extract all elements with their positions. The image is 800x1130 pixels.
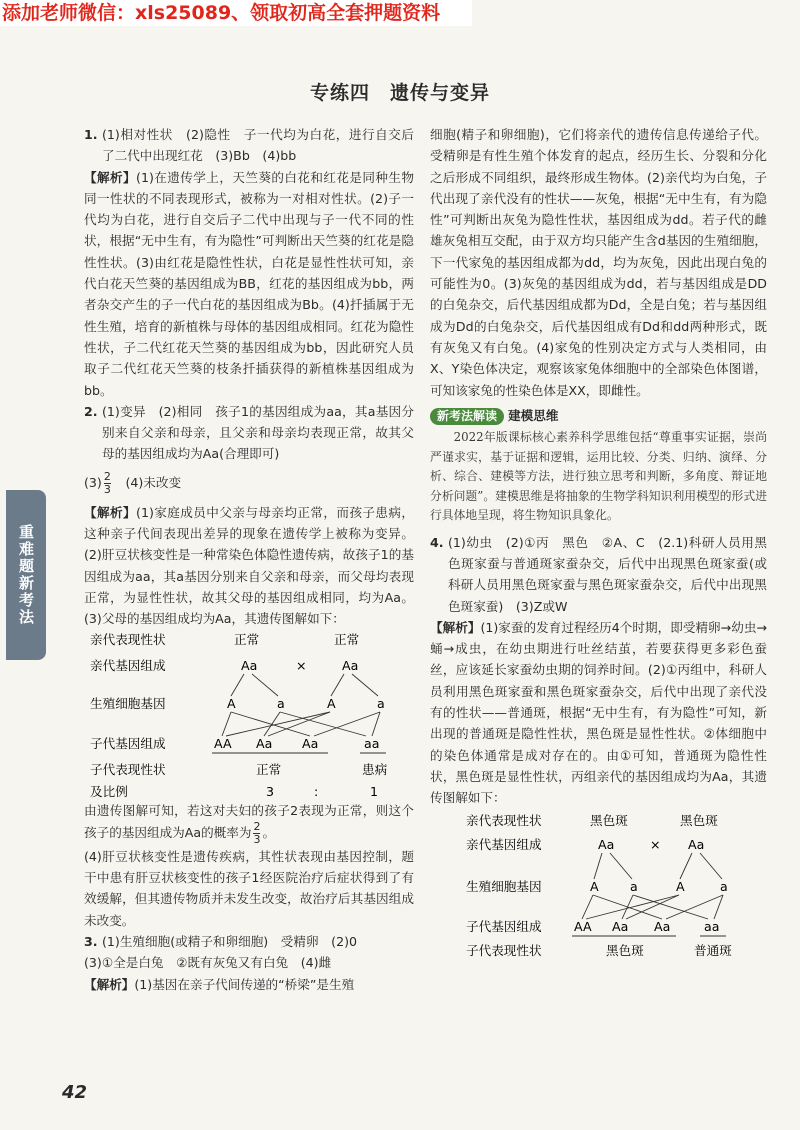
d2-label: 黑色斑 — [590, 812, 628, 828]
side-tab: 重难题新考法 — [6, 490, 46, 660]
d1-label: 正常 — [334, 631, 360, 647]
d2-label: Aa — [688, 836, 705, 852]
new-exam-header — [430, 405, 767, 426]
d1-label: a — [277, 695, 285, 711]
inheritance-diagram-2 — [430, 809, 767, 959]
fraction: $\frac{2}{3}$ — [103, 469, 111, 496]
d1-label: A — [327, 695, 336, 711]
d2-label: Aa — [654, 918, 671, 934]
q2-answer-b: (3) $\frac{2}{3}$ (4)未改变 — [84, 469, 182, 496]
d1-label: 正常 — [256, 761, 282, 777]
d1-label: 1 — [370, 783, 379, 799]
d1-row-label: 及比例 — [90, 783, 128, 799]
d2-row-label: 生殖细胞基因 — [466, 878, 542, 894]
q3-analysis: 【解析】(1)基因在亲子代间传递的“桥梁”是生殖 — [84, 976, 355, 992]
q3-answer-b: (3)①全是白兔 ②既有灰兔又有白兔 (4)雌 — [84, 955, 332, 971]
d1-label: Aa — [256, 735, 273, 751]
d2-label: AA — [574, 918, 592, 934]
d2-label: Aa — [598, 836, 615, 852]
d1-row-label: 子代基因组成 — [90, 735, 166, 751]
q1-analysis: 【解析】(1)在遗传学上，天竺葵的白花和红花是同种生物同一性状的不同表现形式，被称为一对相对性状。(2)子一代均为白花，进行自交后子二代中出现与子一代不同的性状，根据“无中生有，有为隐性”可判断出天竺葵的红花是隐性性状。(3)由红花是隐性性状，白花是显性性状可知，亲代白花天竺葵的基因组成为BB，红花的基因组成为bb，两者杂交产生的子一代白花的基因组成为Bb。(4)扦插属于无性生殖，培育的新植株与母体的基因组成相同。红花为隐性性状，子二代红花天竺葵的基因组成为bb，因此研究人员取子二代红花天竺葵的枝条扦插获得的新植株基因组成为bb。 — [84, 169, 415, 398]
d2-label: 黑色斑 — [680, 812, 718, 828]
d2-row-label: 子代表现性状 — [466, 942, 542, 958]
d2-label: Aa — [612, 918, 629, 934]
q2-answer: 2. (1)变异 (2)相同 孩子1的基因组成为aa，其a基因分别来自父亲和母亲，且父亲和母亲均表现正常，故其父母的基因组成均为Aa(合理即可) — [84, 403, 414, 462]
promo-banner: 添加老师微信：xls25089、领取初高全套押题资料 — [0, 0, 472, 26]
inheritance-diagram-1 — [84, 630, 414, 800]
d1-label: A — [227, 695, 236, 711]
d2-row-label: 亲代基因组成 — [466, 836, 542, 852]
d2-label: a — [630, 878, 638, 894]
d2-label: 黑色斑 — [606, 942, 644, 958]
q4-answer: 4. (1)幼虫 (2)①丙 黑色 ②A、C (2.1)科研人员用黑色斑家蚕与普通斑家蚕杂交，后代中出现黑色斑家蚕(或科研人员用黑色斑家蚕与黑色斑家蚕杂交，后代中出现黑色斑家蚕) (3)Z或W — [430, 534, 767, 614]
d1-label: 患病 — [362, 761, 388, 777]
left-column — [84, 124, 414, 995]
q3-analysis-cont: 细胞(精子和卵细胞)，它们将亲代的遗传信息传递给子代。受精卵是有性生殖个体发育的起点，经历生长、分裂和分化之后形成不同组织，最终形成生物体。(2)亲代均为白兔，子代出现了亲代没有的性状——灰兔，根据“无中生有，有为隐性”可判断出灰兔为隐性性状，基因组成为dd。若子代的雌雄灰兔相互交配，由于双方均只能产生含d基因的生殖细胞，下一代家兔的基因组成都为dd，均为灰兔，因此出现白兔的可能性为0。(3)灰兔的基因组成为dd，若与基因组成是DD的白兔杂交，后代基因组成都为Dd，全是白兔；若与基因组成为Dd的白兔杂交，后代基因组成有Dd和dd两种形式，既有灰兔又有白兔。(4)家兔的性别决定方式与人类相同，由X、Y染色体决定，观察该家兔体细胞中的全部染色体图谱，可知该家兔的性染色体是XX，即雌性。 — [430, 127, 767, 398]
new-exam-title: 建模思维 — [508, 407, 559, 423]
d1-label: × — [296, 657, 307, 673]
page-number: 42 — [62, 1082, 88, 1103]
q2-part4: (4)肝豆状核变性是遗传疾病，其性状表现由基因控制，题干中患有肝豆状核变性的孩子1经医院治疗后症状得到了有效缓解，但其遗传物质并未发生改变，故治疗后其基因组成未改变。 — [84, 848, 414, 928]
d1-arrows — [222, 674, 380, 736]
q4-analysis: 【解析】(1)家蚕的发育过程经历4个时期，即受精卵→幼虫→蛹→成虫，在幼虫期进行吐丝结茧，若要获得更多彩色蚕丝，应该延长家蚕幼虫期的饲养时间。(2)①丙组中，科研人员利用黑色斑家蚕和黑色斑家蚕杂交，后代中出现了亲代没有的性状——普通斑，根据“无中生有，有为隐性”可知，新出现的普通斑是隐性性状，黑色斑是显性性状。②体细胞中的染色体通常是成对存在的。由①可知，普通斑为隐性性状，黑色斑是显性性状，丙组亲代的基因组成均为Aa，其遗传图解如下： — [430, 619, 767, 806]
d2-arrows — [582, 853, 723, 919]
d2-label: A — [590, 878, 599, 894]
d2-row-label: 亲代表现性状 — [466, 812, 542, 828]
d2-label: A — [676, 878, 685, 894]
right-column — [430, 124, 767, 959]
d2-label: aa — [704, 918, 720, 934]
d1-label: aa — [364, 735, 380, 751]
d1-label: a — [377, 695, 385, 711]
q3-answer: 3. (1)生殖细胞(或精子和卵细胞) 受精卵 (2)0 — [84, 934, 358, 950]
d1-label: : — [314, 783, 319, 799]
page-title: 专练四 遗传与变异 — [309, 82, 490, 104]
q2-analysis: 【解析】(1)家庭成员中父亲与母亲均正常，而孩子患病，这种亲子代间表现出差异的现象在遗传学上被称为变异。(2)肝豆状核变性是一种常染色体隐性遗传病，故孩子1的基因组成为aa，其a基因分别来自父亲和母亲，而父母均表现正常，为显性性状，故其父母的基因组成相同，均为Aa。(3)父母的基因组成均为Aa，其遗传图解如下： — [84, 504, 415, 627]
d1-row-label: 亲代表现性状 — [90, 631, 166, 647]
q1-answer: 1. (1)相对性状 (2)隐性 子一代均为白花，进行自交后了二代中出现红花 (3)Bb (4)bb — [84, 127, 414, 164]
d1-label: 正常 — [234, 631, 260, 647]
d1-label: Aa — [241, 657, 258, 673]
fraction: $\frac{2}{3}$ — [253, 819, 261, 846]
d1-row-label: 生殖细胞基因 — [90, 695, 166, 711]
d2-row-label: 子代基因组成 — [466, 918, 542, 934]
modeling-note: 2022年版课标核心素养科学思维包括“尊重事实证据，崇尚严谨求实，基于证据和逻辑，运用比较、分类、归纳、演绎、分析、综合、建模等方法，进行独立思考和判断，多角度、辩证地分析问题”。建模思维是将抽象的生物学科知识利用模型的形式进行具体地呈现，将生物知识具象化。 — [430, 430, 767, 523]
d2-label: a — [720, 878, 728, 894]
d1-label: Aa — [342, 657, 359, 673]
d1-label: 3 — [266, 783, 275, 799]
new-exam-badge: 新考法解读 — [430, 408, 504, 425]
q2-conclusion: 由遗传图解可知，若这对夫妇的孩子2表现为正常，则这个孩子的基因组成为Aa的概率为 $\frac{2}{3}$ 。 — [84, 802, 414, 846]
d2-label: × — [650, 836, 661, 852]
d1-row-label: 子代表现性状 — [90, 761, 166, 777]
d1-label: AA — [214, 735, 232, 751]
d1-label: Aa — [302, 735, 319, 751]
d1-row-label: 亲代基因组成 — [90, 657, 166, 673]
d2-label: 普通斑 — [694, 942, 732, 958]
